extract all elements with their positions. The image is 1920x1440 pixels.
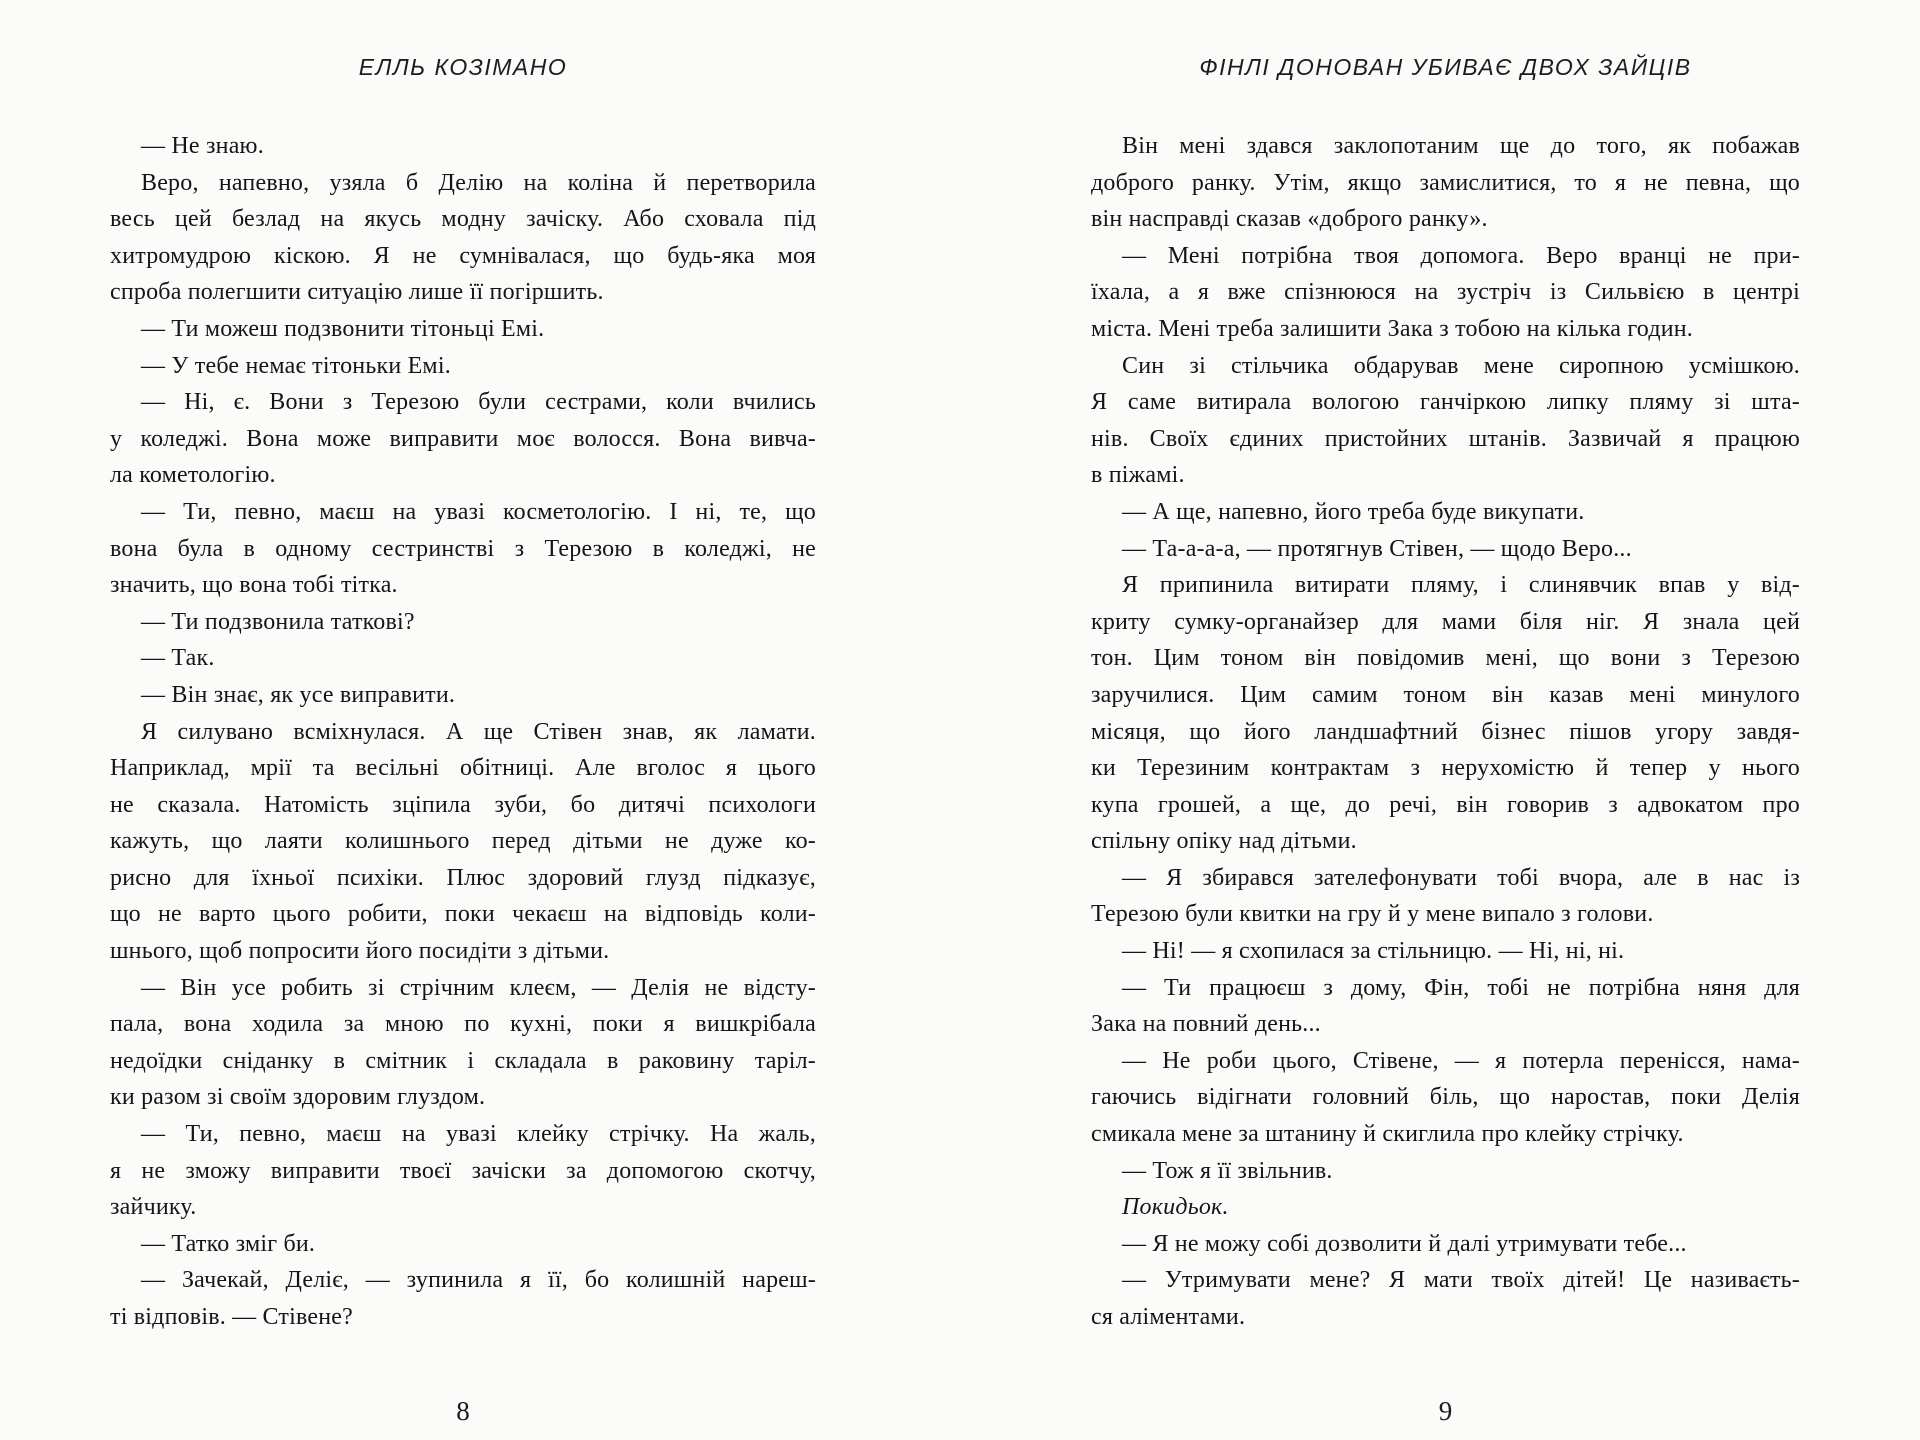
text-line: ті відповів. — Стівене?: [110, 1304, 353, 1330]
text-line: хитромудрою кіскою. Я не сумнівалася, що будь-яка моя: [110, 242, 816, 269]
text-line: Я припинила витирати пляму, і слинявчик впав у від-: [1122, 572, 1800, 599]
text-line: — Він усе робить зі стрічним клеєм, — Делія не відсту-: [141, 974, 816, 1001]
text-line: зайчику.: [110, 1194, 197, 1221]
text-line: Веро, напевно, узяла б Делію на коліна й перетворила: [141, 169, 816, 196]
paragraph: [110, 1262, 816, 1335]
paragraph: [1091, 1043, 1800, 1153]
text-line: Покидьок.: [1122, 1194, 1229, 1221]
paragraph: [1091, 860, 1800, 933]
paragraph: [110, 165, 816, 311]
text-line: недоїдки сніданку в смітник і складала в раковину таріл-: [110, 1047, 816, 1074]
text-line: міста. Мені треба залишити Зака з тобою на кілька годин.: [1091, 315, 1694, 342]
text-line: — Ти, певно, маєш на увазі клейку стрічку. На жаль,: [141, 1121, 816, 1148]
text-line: Він мені здався заклопотаним ще до того, як побажав: [1122, 133, 1800, 159]
text-line: ки разом зі своїм здоровим глуздом.: [110, 1084, 486, 1111]
page-body-left: [110, 128, 816, 1336]
paragraph: [1091, 238, 1800, 348]
paragraph: [1091, 970, 1800, 1043]
page-body-right: [1091, 128, 1800, 1336]
paragraph: [110, 311, 816, 348]
paragraph: [110, 714, 816, 970]
text-line: купа грошей, а ще, до речі, він говорив з адвокатом про: [1091, 791, 1800, 818]
paragraph: [1091, 1226, 1800, 1263]
text-line: — Тож я її звільнив.: [1122, 1157, 1333, 1184]
paragraph: [110, 1116, 816, 1226]
text-line: рисно для їхньої психіки. Плюс здоровий глузд підказує,: [110, 864, 816, 891]
text-line: їхала, а я вже спізнююся на зустріч із Сильвією в центрі: [1091, 279, 1800, 306]
paragraph: [1091, 348, 1800, 494]
text-line: Син зі стільчика обдарував мене сиропною усмішкою.: [1122, 352, 1800, 379]
text-line: — А ще, напевно, його треба буде викупати.: [1122, 498, 1585, 525]
paragraph: [1091, 128, 1800, 238]
text-line: шнього, щоб попросити його посидіти з дітьми.: [110, 938, 610, 965]
paragraph: [110, 384, 816, 494]
text-line: я не зможу виправити твоєї зачіски за допомогою скотчу,: [110, 1157, 816, 1184]
text-line: не сказала. Натомість зціпила зуби, бо дитячі психологи: [110, 791, 816, 818]
paragraph: [110, 348, 816, 385]
paragraph: [110, 640, 816, 677]
page-right: [960, 0, 1920, 1440]
text-line: ся аліментами.: [1091, 1304, 1246, 1330]
text-line: Терезою були квитки на гру й у мене випало з голови.: [1091, 901, 1654, 928]
text-line: смикала мене за штанину й скиглила про клейку стрічку.: [1091, 1121, 1684, 1148]
text-line: — Не роби цього, Стівене, — я потерла перенісся, нама-: [1122, 1047, 1800, 1074]
text-line: доброго ранку. Утім, якщо замислитися, то я не певна, що: [1091, 169, 1800, 196]
text-line: — Та-а-а-а, — протягнув Стівен, — щодо Веро...: [1122, 535, 1632, 562]
text-line: — У тебе немає тітоньки Емі.: [141, 352, 451, 379]
paragraph: [110, 970, 816, 1116]
paragraph: [110, 494, 816, 604]
text-line: — Я не можу собі дозволити й далі утримувати тебе...: [1122, 1230, 1687, 1257]
text-line: — Ти подзвонила таткові?: [141, 608, 415, 635]
running-head-left: ЕЛЛЬ КОЗІМАНО: [358, 54, 568, 80]
text-line: значить, що вона тобі тітка.: [110, 572, 398, 599]
paragraph: [1091, 531, 1800, 568]
text-line: ки Терезиним контрактам з нерухомістю й тепер у нього: [1091, 755, 1800, 782]
paragraph: [110, 604, 816, 641]
paragraph: [1091, 494, 1800, 531]
text-line: весь цей безлад на якусь модну зачіску. Або сховала під: [110, 206, 816, 233]
text-line: тон. Цим тоном він повідомив мені, що вони з Терезою: [1091, 645, 1800, 672]
paragraph: [110, 1226, 816, 1263]
paragraph: [1091, 933, 1800, 970]
text-line: — Ні! — я схопилася за стільницю. — Ні, ні, ні.: [1122, 938, 1625, 965]
running-head-right: ФІНЛІ ДОНОВАН УБИВАЄ ДВОХ ЗАЙЦІВ: [1199, 54, 1692, 80]
text-line: — Він знає, як усе виправити.: [141, 681, 456, 708]
text-line: — Ні, є. Вони з Терезою були сестрами, коли вчились: [141, 389, 816, 416]
text-line: Я саме витирала вологою ганчіркою липку пляму зі шта-: [1091, 389, 1800, 416]
paragraph: [1091, 1153, 1800, 1190]
text-line: спільну опіку над дітьми.: [1091, 828, 1357, 855]
text-line: — Татко зміг би.: [141, 1230, 316, 1257]
text-line: що не варто цього робити, поки чекаєш на відповідь коли-: [110, 901, 816, 928]
text-line: — Я збирався зателефонувати тобі вчора, але в нас із: [1122, 864, 1800, 891]
paragraph: [1091, 1189, 1800, 1226]
paragraph: [110, 128, 816, 165]
paragraph: [110, 677, 816, 714]
text-line: — Утримувати мене? Я мати твоїх дітей! Це називаєть-: [1122, 1267, 1800, 1294]
text-line: заручилися. Цим самим тоном він казав мені минулого: [1091, 681, 1800, 708]
text-line: Наприклад, мрії та весільні обітниці. Але вголос я цього: [110, 755, 816, 782]
text-line: — Ти працюєш з дому, Фін, тобі не потрібна няня для: [1122, 974, 1800, 1001]
text-line: ла кометологію.: [110, 462, 276, 489]
text-line: — Так.: [141, 645, 215, 672]
text-line: Зака на повний день...: [1091, 1011, 1321, 1038]
text-line: — Не знаю.: [141, 133, 264, 159]
text-line: місяця, що його ландшафтний бізнес пішов угору завдя-: [1091, 718, 1800, 745]
text-line: — Ти, певно, маєш на увазі косметологію. І ні, те, що: [141, 498, 816, 525]
text-line: криту сумку-органайзер для мами біля ніг. Я знала цей: [1091, 608, 1800, 635]
text-line: кажуть, що лаяти колишнього перед дітьми не дуже ко-: [110, 828, 816, 855]
text-line: у коледжі. Вона може виправити моє волосся. Вона вивча-: [110, 425, 816, 452]
text-line: спроба полегшити ситуацію лише її погіршить.: [110, 279, 604, 306]
text-line: пала, вона ходила за мною по кухні, поки я вишкрібала: [110, 1011, 816, 1038]
page-number-left: 8: [456, 1396, 470, 1426]
paragraph: [1091, 1262, 1800, 1335]
text-line: Я силувано всміхнулася. А ще Стівен знав, як ламати.: [141, 718, 816, 745]
text-line: — Зачекай, Деліє, — зупинила я її, бо колишній нареш-: [141, 1267, 816, 1294]
text-line: вона була в одному сестринстві з Терезою в коледжі, не: [110, 535, 816, 562]
page-number-right: 9: [1438, 1396, 1453, 1426]
text-line: — Ти можеш подзвонити тітоньці Емі.: [141, 315, 545, 342]
text-line: — Мені потрібна твоя допомога. Веро вранці не при-: [1122, 242, 1800, 269]
paragraph: [1091, 567, 1800, 860]
text-line: він насправді сказав «доброго ранку».: [1091, 206, 1488, 233]
text-line: в піжамі.: [1091, 462, 1185, 489]
text-line: нів. Своїх єдиних пристойних штанів. Зазвичай я працюю: [1091, 425, 1800, 452]
text-line: гаючись відігнати головний біль, що наростав, поки Делія: [1091, 1084, 1800, 1111]
